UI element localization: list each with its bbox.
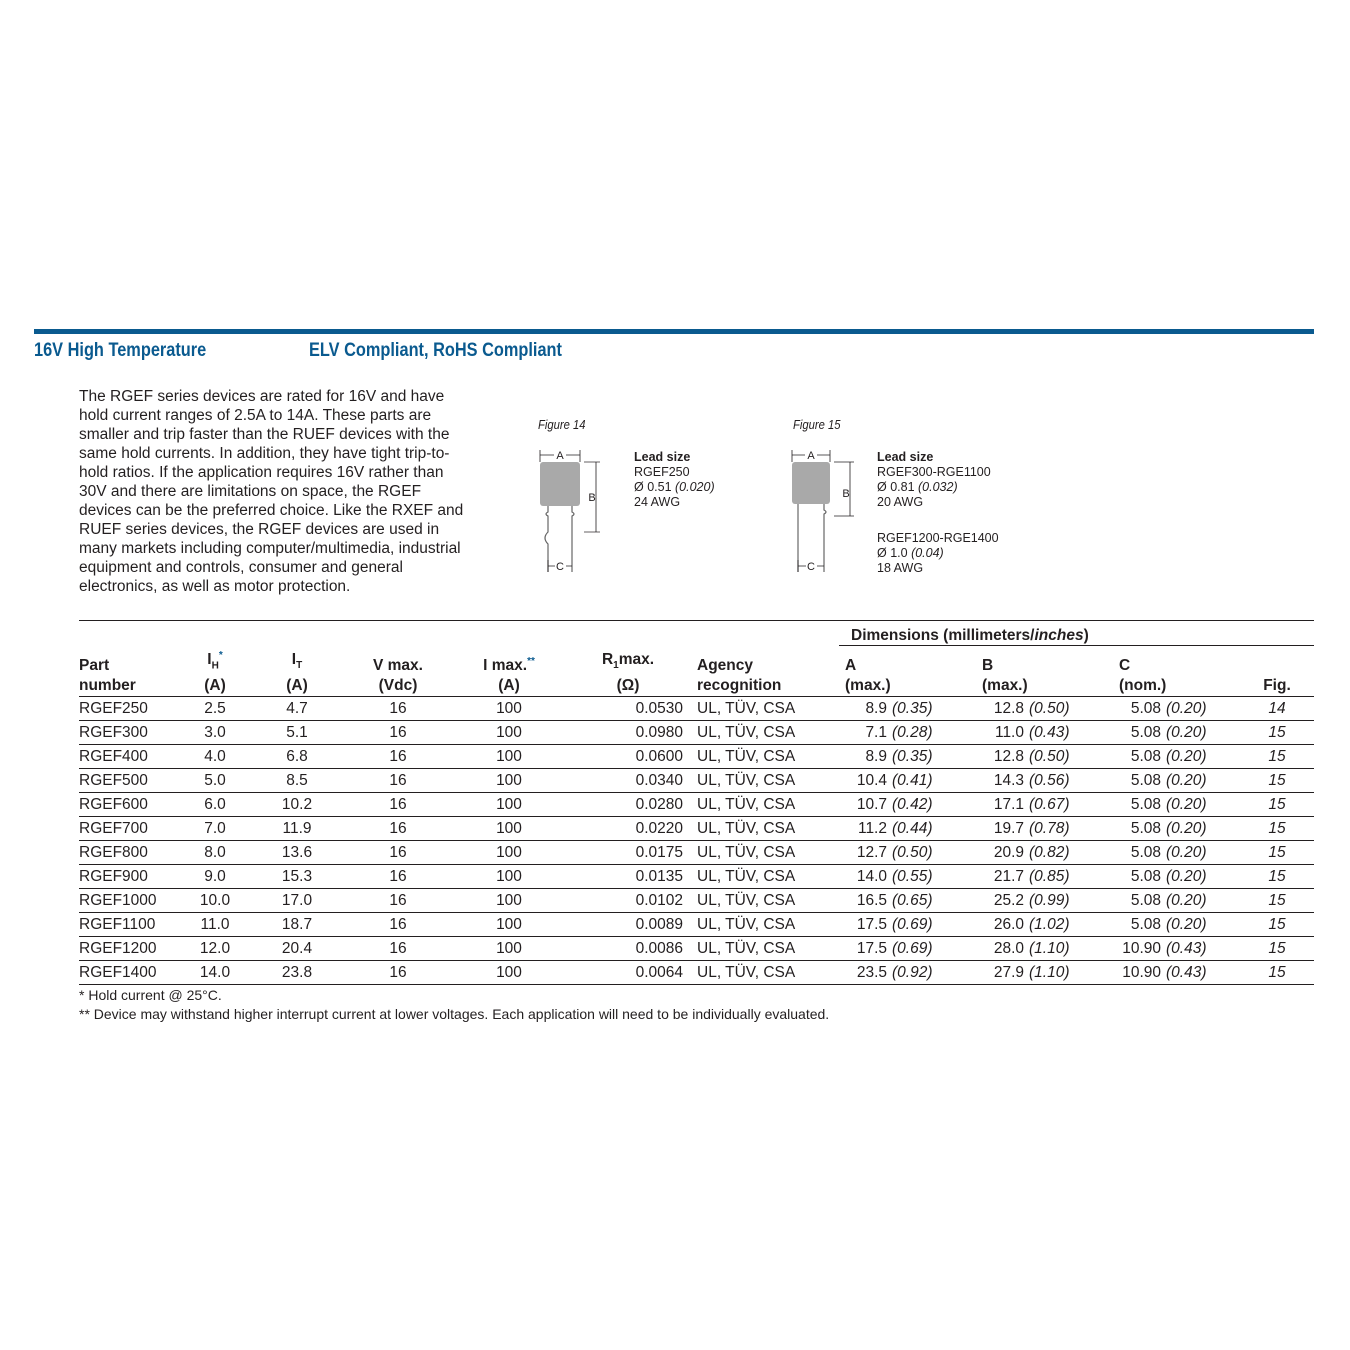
- dim-a-cell: [839, 936, 976, 960]
- vmax-cell: 16: [343, 792, 453, 816]
- part-number-cell: RGEF1200: [79, 936, 179, 960]
- figure-14-label: Figure 14: [538, 418, 586, 432]
- dim-b-cell: [976, 792, 1113, 816]
- figure-ref-cell: 15: [1240, 792, 1314, 816]
- r1max-cell: 0.0280: [565, 792, 691, 816]
- vmax-cell: 16: [343, 744, 453, 768]
- dim-b-cell: [976, 912, 1113, 936]
- agency-cell: UL, TÜV, CSA: [691, 744, 839, 768]
- col-r1max: $R_1\max$. (Ω): [565, 646, 691, 697]
- hold-current-cell: 10.0: [179, 888, 251, 912]
- trip-current-cell: 13.6: [251, 840, 343, 864]
- fig15-lead-awg2: 18 AWG: [877, 561, 924, 575]
- dim-a-cell-in: (0.69): [892, 939, 933, 957]
- trip-current-cell: 15.3: [251, 864, 343, 888]
- fig14-lead-dia-in: (0.020): [675, 480, 715, 494]
- intro-paragraph: The RGEF series devices are rated for 16V and have hold current ranges of 2.5A to 14A. These parts are smaller and trip faster than the RUEF devices with the same hold currents. In addition, they have tight trip-to-hold ratios. If the application requires 16V rather than 30V and there are limitations on space, the RGEF devices can be the preferred choice. Like the RXEF and RUEF series devices, the RGEF devices are used in many markets including computer/multimedia, industrial equipment and controls, consumer and general electronics, as well as motor protection.: [79, 388, 464, 595]
- hold-current-cell: 14.0: [179, 960, 251, 984]
- dim-a-cell: [839, 864, 976, 888]
- dim-a-cell-in: (0.92): [892, 963, 933, 981]
- figure-ref-cell: 15: [1240, 888, 1314, 912]
- dimensions-unit: inches: [1034, 627, 1084, 644]
- table-row: [79, 816, 1314, 840]
- hold-current-cell: 8.0: [179, 840, 251, 864]
- dim-b-cell-mm: 14.3: [993, 771, 1024, 789]
- dimensions-header-row: [79, 621, 1314, 646]
- figure-ref-cell: 15: [1240, 960, 1314, 984]
- part-number-cell: RGEF400: [79, 744, 179, 768]
- dim-a-cell-mm: 17.5: [856, 939, 887, 957]
- imax-cell: 100: [453, 744, 565, 768]
- table-row: [79, 768, 1314, 792]
- hold-current-cell: 4.0: [179, 744, 251, 768]
- dim-b-cell-in: (0.78): [1029, 819, 1070, 837]
- dim-b-cell-in: (0.50): [1029, 699, 1070, 717]
- fig15-lead-dia2-in: (0.04): [911, 546, 944, 560]
- part-number-cell: RGEF500: [79, 768, 179, 792]
- figure-14-drawing: [530, 440, 620, 580]
- dim-b-cell-mm: 19.7: [993, 819, 1024, 837]
- hold-current-cell: 3.0: [179, 720, 251, 744]
- fig15-lead-title: Lead size: [877, 450, 934, 464]
- dim-b-cell: [976, 936, 1113, 960]
- section-top-rule: [34, 329, 1314, 334]
- col-fig: Fig.: [1240, 646, 1314, 697]
- dim-c-cell-in: (0.20): [1166, 723, 1207, 741]
- dimensions-close: ): [1083, 627, 1089, 644]
- dim-b-cell: [976, 864, 1113, 888]
- dim-b-cell-mm: 17.1: [993, 795, 1024, 813]
- figure-ref-cell: 15: [1240, 768, 1314, 792]
- footnote-interrupt-current: ** Device may withstand higher interrupt current at lower voltages. Each application will need to be individually evaluated.: [79, 1006, 830, 1022]
- dim-a-cell: [839, 744, 976, 768]
- figure-14-lead-info: [634, 450, 715, 510]
- dim-b-cell: [976, 960, 1113, 984]
- dim-b-cell-mm: 20.9: [993, 843, 1024, 861]
- imax-cell: 100: [453, 936, 565, 960]
- fig14-dim-b: B: [588, 492, 596, 504]
- dim-c-cell: [1113, 696, 1240, 720]
- dim-a-cell: [839, 768, 976, 792]
- dim-b-cell-in: (1.02): [1029, 915, 1070, 933]
- footnote-hold-current: * Hold current @ 25°C.: [79, 987, 222, 1003]
- dim-b-cell-mm: 12.8: [993, 747, 1024, 765]
- imax-cell: 100: [453, 960, 565, 984]
- dim-b-cell-mm: 28.0: [993, 939, 1024, 957]
- dim-c-cell: [1113, 792, 1240, 816]
- agency-cell: UL, TÜV, CSA: [691, 888, 839, 912]
- dim-a-cell-mm: 12.7: [856, 843, 887, 861]
- dim-b-cell: [976, 768, 1113, 792]
- r1max-cell: 0.0064: [565, 960, 691, 984]
- hold-current-cell: 9.0: [179, 864, 251, 888]
- figure-ref-cell: 15: [1240, 840, 1314, 864]
- dimensions-title-text: Dimensions (millimeters/: [851, 627, 1035, 644]
- fig15-lead-awg: 20 AWG: [877, 495, 924, 509]
- part-number-cell: RGEF1100: [79, 912, 179, 936]
- part-number-cell: RGEF1000: [79, 888, 179, 912]
- section-title: 16V High Temperature: [34, 340, 207, 361]
- dim-c-cell-in: (0.43): [1166, 963, 1207, 981]
- dim-a-cell-mm: 23.5: [856, 963, 887, 981]
- dim-c-cell-mm: 5.08: [1130, 771, 1161, 789]
- dim-a-cell-in: (0.55): [892, 867, 933, 885]
- hold-current-cell: 2.5: [179, 696, 251, 720]
- fig15-package: [792, 462, 830, 504]
- imax-cell: 100: [453, 768, 565, 792]
- imax-cell: 100: [453, 816, 565, 840]
- part-number-cell: RGEF300: [79, 720, 179, 744]
- part-number-cell: RGEF900: [79, 864, 179, 888]
- table-row: [79, 888, 1314, 912]
- table-row: [79, 840, 1314, 864]
- dim-c-cell: [1113, 864, 1240, 888]
- figure-ref-cell: 14: [1240, 696, 1314, 720]
- dim-a-cell-in: (0.50): [892, 843, 933, 861]
- col-ih: $I_H^*$ (A): [179, 646, 251, 697]
- dim-b-cell: [976, 840, 1113, 864]
- dim-c-cell-in: (0.20): [1166, 699, 1207, 717]
- agency-cell: UL, TÜV, CSA: [691, 912, 839, 936]
- table-row: [79, 792, 1314, 816]
- dim-c-cell-in: (0.20): [1166, 891, 1207, 909]
- fig14-lead-part: RGEF250: [634, 465, 690, 479]
- hold-current-cell: 7.0: [179, 816, 251, 840]
- r1max-cell: 0.0102: [565, 888, 691, 912]
- dim-c-cell-in: (0.43): [1166, 939, 1207, 957]
- dim-b-cell: [976, 816, 1113, 840]
- vmax-cell: 16: [343, 960, 453, 984]
- hold-current-cell: 11.0: [179, 912, 251, 936]
- imax-cell: 100: [453, 720, 565, 744]
- trip-current-cell: 8.5: [251, 768, 343, 792]
- vmax-cell: 16: [343, 840, 453, 864]
- trip-current-cell: 4.7: [251, 696, 343, 720]
- dim-c-cell-in: (0.20): [1166, 867, 1207, 885]
- col-it: $I_T$ (A): [251, 646, 343, 697]
- dim-b-cell-mm: 26.0: [993, 915, 1024, 933]
- r1max-cell: 0.0089: [565, 912, 691, 936]
- fig15-dim-c: C: [807, 561, 815, 573]
- dim-c-cell-mm: 5.08: [1130, 723, 1161, 741]
- column-header-row: [79, 646, 1314, 697]
- fig15-lead-dia: Ø 0.81: [877, 480, 915, 494]
- agency-cell: UL, TÜV, CSA: [691, 840, 839, 864]
- dim-a-cell-mm: 17.5: [856, 915, 887, 933]
- fig15-lead-part: RGEF300-RGE1100: [877, 465, 991, 479]
- part-number-cell: RGEF700: [79, 816, 179, 840]
- dim-c-cell-mm: 5.08: [1130, 819, 1161, 837]
- figure-ref-cell: 15: [1240, 816, 1314, 840]
- dim-c-cell: [1113, 840, 1240, 864]
- table-row: [79, 744, 1314, 768]
- table-row: [79, 696, 1314, 720]
- vmax-cell: 16: [343, 816, 453, 840]
- r1max-cell: 0.0340: [565, 768, 691, 792]
- table-row: [79, 912, 1314, 936]
- fig15-lead-dia-in: (0.032): [918, 480, 958, 494]
- vmax-cell: 16: [343, 696, 453, 720]
- dim-a-cell-in: (0.35): [892, 747, 933, 765]
- fig14-dim-c: C: [556, 561, 564, 573]
- figure-ref-cell: 15: [1240, 912, 1314, 936]
- dim-c-cell-mm: 10.90: [1122, 963, 1161, 981]
- col-b: B (max.): [976, 646, 1113, 697]
- dim-b-cell: [976, 888, 1113, 912]
- agency-cell: UL, TÜV, CSA: [691, 936, 839, 960]
- part-number-cell: RGEF250: [79, 696, 179, 720]
- col-imax: I max.** (A): [453, 646, 565, 697]
- figure-ref-cell: 15: [1240, 744, 1314, 768]
- dim-a-cell: [839, 888, 976, 912]
- table-row: [79, 720, 1314, 744]
- dim-b-cell-in: (0.85): [1029, 867, 1070, 885]
- col-c: C (nom.): [1113, 646, 1240, 697]
- spec-table-body: [79, 696, 1314, 984]
- dim-c-cell-mm: 5.08: [1130, 867, 1161, 885]
- dim-a-cell-mm: 8.9: [865, 699, 887, 717]
- dim-c-cell-in: (0.20): [1166, 819, 1207, 837]
- vmax-cell: 16: [343, 936, 453, 960]
- dim-a-cell-in: (0.69): [892, 915, 933, 933]
- trip-current-cell: 5.1: [251, 720, 343, 744]
- vmax-cell: 16: [343, 768, 453, 792]
- dim-a-cell-mm: 7.1: [865, 723, 887, 741]
- table-row: [79, 864, 1314, 888]
- dim-b-cell: [976, 696, 1113, 720]
- dim-b-cell-in: (0.99): [1029, 891, 1070, 909]
- r1max-cell: 0.0980: [565, 720, 691, 744]
- agency-cell: UL, TÜV, CSA: [691, 720, 839, 744]
- figure-ref-cell: 15: [1240, 936, 1314, 960]
- dim-a-cell-in: (0.41): [892, 771, 933, 789]
- dim-a-cell-mm: 10.4: [856, 771, 887, 789]
- imax-cell: 100: [453, 792, 565, 816]
- dim-a-cell: [839, 696, 976, 720]
- trip-current-cell: 23.8: [251, 960, 343, 984]
- dim-c-cell: [1113, 768, 1240, 792]
- dim-c-cell-in: (0.20): [1166, 771, 1207, 789]
- figure-ref-cell: 15: [1240, 864, 1314, 888]
- trip-current-cell: 18.7: [251, 912, 343, 936]
- fig15-dim-a: A: [807, 450, 815, 462]
- col-a: A (max.): [839, 646, 976, 697]
- dim-c-cell-in: (0.20): [1166, 843, 1207, 861]
- trip-current-cell: 20.4: [251, 936, 343, 960]
- dim-c-cell: [1113, 888, 1240, 912]
- agency-cell: UL, TÜV, CSA: [691, 696, 839, 720]
- dim-c-cell: [1113, 744, 1240, 768]
- figure-15-lead-info: [877, 450, 999, 576]
- dim-c-cell: [1113, 936, 1240, 960]
- hold-current-cell: 5.0: [179, 768, 251, 792]
- imax-cell: 100: [453, 840, 565, 864]
- r1max-cell: 0.0135: [565, 864, 691, 888]
- dim-b-cell-in: (0.43): [1029, 723, 1070, 741]
- part-number-cell: RGEF1400: [79, 960, 179, 984]
- dim-c-cell-mm: 5.08: [1130, 699, 1161, 717]
- dim-b-cell-in: (0.50): [1029, 747, 1070, 765]
- compliance-title: ELV Compliant, RoHS Compliant: [309, 340, 562, 361]
- dim-a-cell-in: (0.65): [892, 891, 933, 909]
- dim-c-cell-mm: 5.08: [1130, 843, 1161, 861]
- dim-b-cell-in: (0.56): [1029, 771, 1070, 789]
- dim-c-cell: [1113, 960, 1240, 984]
- hold-current-cell: 6.0: [179, 792, 251, 816]
- imax-cell: 100: [453, 696, 565, 720]
- r1max-cell: 0.0220: [565, 816, 691, 840]
- agency-cell: UL, TÜV, CSA: [691, 864, 839, 888]
- spec-table: [79, 620, 1314, 985]
- figure-15-drawing: [782, 440, 872, 580]
- imax-cell: 100: [453, 864, 565, 888]
- dim-b-cell-mm: 27.9: [993, 963, 1024, 981]
- dim-b-cell-in: (0.82): [1029, 843, 1070, 861]
- trip-current-cell: 11.9: [251, 816, 343, 840]
- dim-b-cell-in: (0.67): [1029, 795, 1070, 813]
- dim-b-cell-mm: 21.7: [993, 867, 1024, 885]
- figure-15-label: Figure 15: [793, 418, 841, 432]
- vmax-cell: 16: [343, 720, 453, 744]
- col-part: Part number: [79, 646, 179, 697]
- dim-b-cell-in: (1.10): [1029, 963, 1070, 981]
- col-vmax: V max. (Vdc): [343, 646, 453, 697]
- agency-cell: UL, TÜV, CSA: [691, 792, 839, 816]
- fig15-dim-b: B: [842, 488, 850, 500]
- dim-a-cell-in: (0.28): [892, 723, 933, 741]
- dim-b-cell-in: (1.10): [1029, 939, 1070, 957]
- agency-cell: UL, TÜV, CSA: [691, 768, 839, 792]
- r1max-cell: 0.0600: [565, 744, 691, 768]
- dim-b-cell-mm: 11.0: [994, 723, 1024, 741]
- dim-b-cell: [976, 720, 1113, 744]
- dim-a-cell-in: (0.44): [892, 819, 933, 837]
- dim-c-cell: [1113, 720, 1240, 744]
- dim-b-cell-mm: 12.8: [993, 699, 1024, 717]
- dim-a-cell: [839, 816, 976, 840]
- dim-a-cell-mm: 8.9: [865, 747, 887, 765]
- dim-a-cell: [839, 720, 976, 744]
- agency-cell: UL, TÜV, CSA: [691, 960, 839, 984]
- trip-current-cell: 10.2: [251, 792, 343, 816]
- fig15-lead-part2: RGEF1200-RGE1400: [877, 531, 999, 545]
- dim-a-cell: [839, 840, 976, 864]
- r1max-cell: 0.0530: [565, 696, 691, 720]
- dim-c-cell-mm: 5.08: [1130, 747, 1161, 765]
- vmax-cell: 16: [343, 912, 453, 936]
- dim-c-cell: [1113, 816, 1240, 840]
- dim-a-cell-mm: 10.7: [856, 795, 887, 813]
- dim-c-cell-mm: 5.08: [1130, 915, 1161, 933]
- dim-a-cell-in: (0.42): [892, 795, 933, 813]
- fig15-lead-dia2: Ø 1.0: [877, 546, 908, 560]
- dim-c-cell-in: (0.20): [1166, 915, 1207, 933]
- dim-b-cell: [976, 744, 1113, 768]
- trip-current-cell: 6.8: [251, 744, 343, 768]
- dim-a-cell: [839, 912, 976, 936]
- fig14-package: [540, 462, 580, 506]
- r1max-cell: 0.0175: [565, 840, 691, 864]
- fig14-dim-a: A: [556, 450, 564, 462]
- fig14-lead-awg: 24 AWG: [634, 495, 681, 509]
- dimensions-title: [839, 621, 1314, 646]
- part-number-cell: RGEF600: [79, 792, 179, 816]
- r1max-cell: 0.0086: [565, 936, 691, 960]
- dim-a-cell-mm: 16.5: [856, 891, 887, 909]
- part-number-cell: RGEF800: [79, 840, 179, 864]
- dim-a-cell-mm: 14.0: [856, 867, 887, 885]
- dim-a-cell: [839, 960, 976, 984]
- table-row: [79, 960, 1314, 984]
- fig14-lead-dia: Ø 0.51: [634, 480, 672, 494]
- dim-c-cell-mm: 10.90: [1122, 939, 1161, 957]
- vmax-cell: 16: [343, 888, 453, 912]
- fig14-lead-title: Lead size: [634, 450, 691, 464]
- vmax-cell: 16: [343, 864, 453, 888]
- dim-c-cell-mm: 5.08: [1130, 891, 1161, 909]
- table-row: [79, 936, 1314, 960]
- dim-c-cell-mm: 5.08: [1130, 795, 1161, 813]
- trip-current-cell: 17.0: [251, 888, 343, 912]
- hold-current-cell: 12.0: [179, 936, 251, 960]
- agency-cell: UL, TÜV, CSA: [691, 816, 839, 840]
- dim-c-cell-in: (0.20): [1166, 747, 1207, 765]
- col-agency: Agency recognition: [691, 646, 839, 697]
- dim-a-cell: [839, 792, 976, 816]
- dim-b-cell-mm: 25.2: [993, 891, 1024, 909]
- dim-c-cell: [1113, 912, 1240, 936]
- dim-a-cell-in: (0.35): [892, 699, 933, 717]
- dim-c-cell-in: (0.20): [1166, 795, 1207, 813]
- imax-cell: 100: [453, 888, 565, 912]
- figure-ref-cell: 15: [1240, 720, 1314, 744]
- imax-cell: 100: [453, 912, 565, 936]
- dim-a-cell-mm: 11.2: [857, 819, 887, 837]
